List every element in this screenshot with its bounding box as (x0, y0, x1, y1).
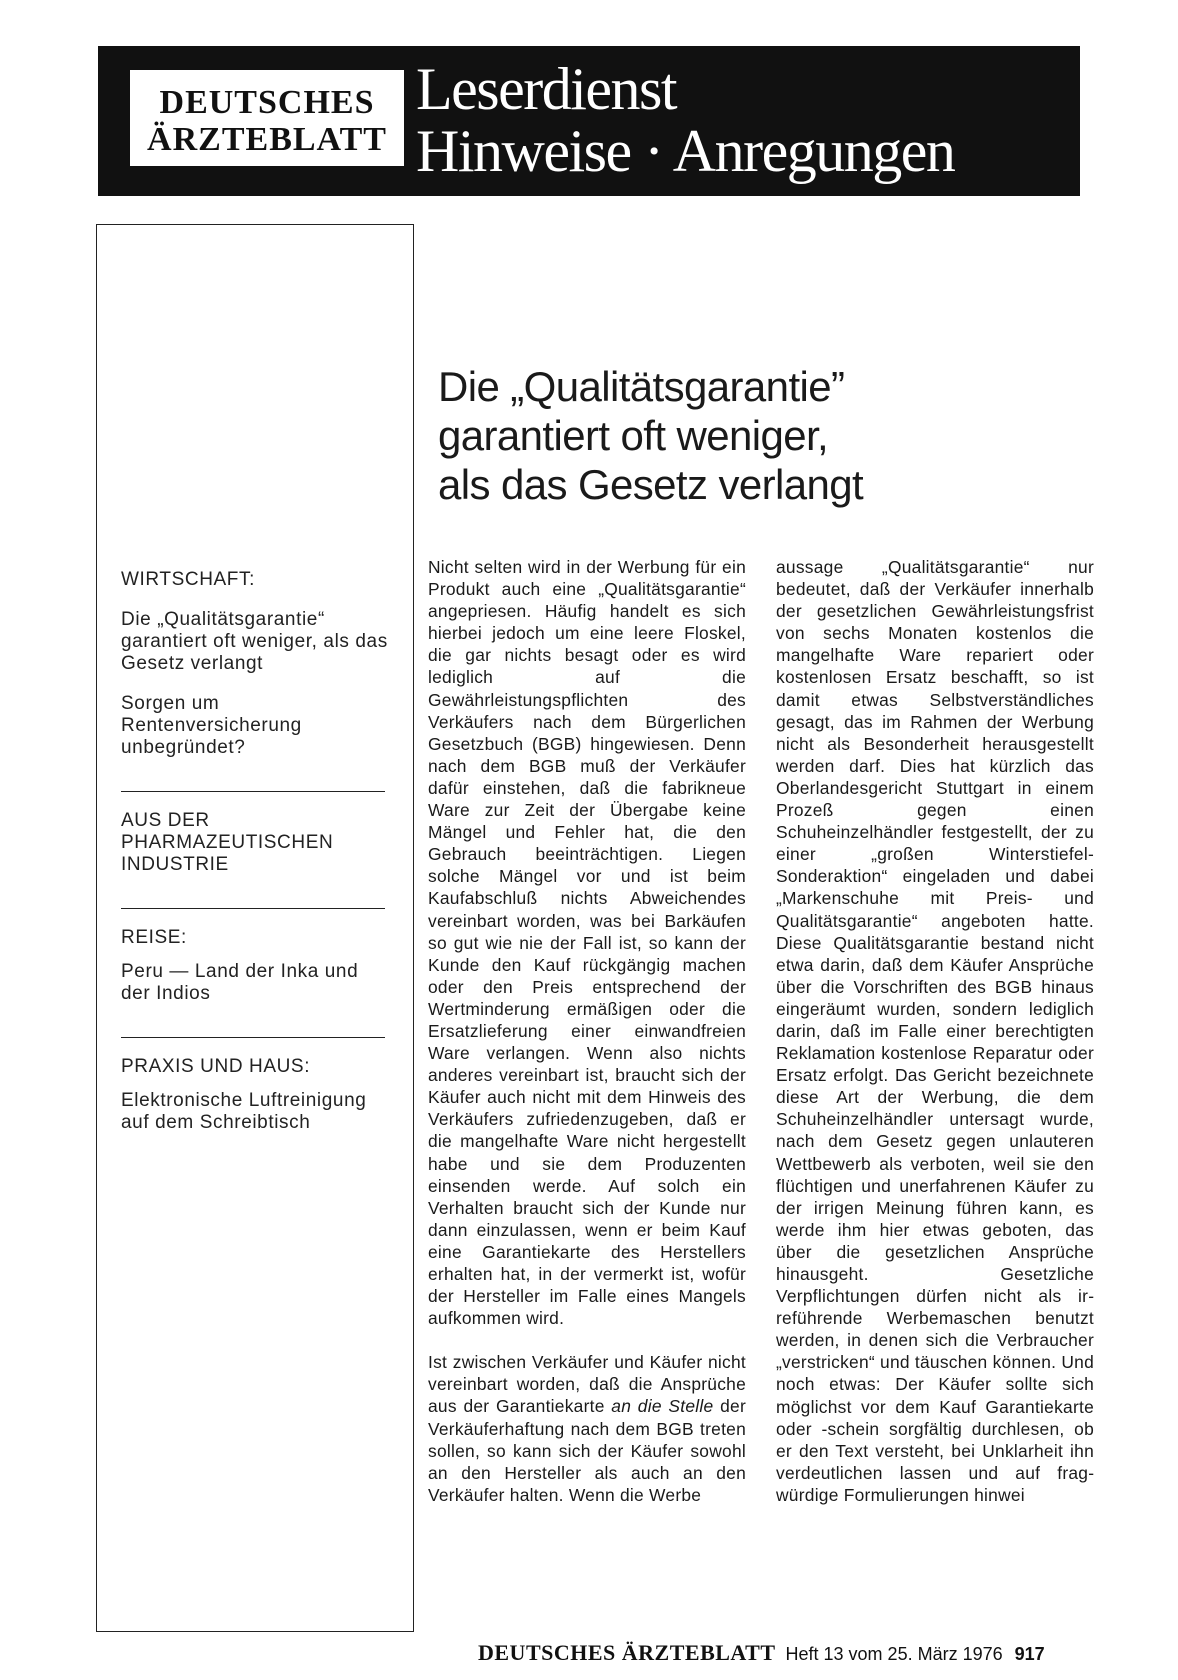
divider (121, 908, 385, 909)
toc-heading: AUS DER PHARMAZEUTISCHEN INDUSTRIE (121, 810, 334, 875)
contents-box (96, 224, 414, 1632)
article-column-left (428, 556, 746, 1506)
page-number: 917 (1014, 1644, 1045, 1664)
toc-heading: WIRTSCHAFT: (121, 569, 255, 590)
toc-section-praxis (121, 1056, 391, 1134)
article-headline (438, 362, 1058, 509)
paragraph-text: Ist zwischen Verkäufer und Käufer nicht vereinbart worden, daß die Ansprüche aus der Garantiekarte (428, 1352, 746, 1417)
publication-logo (130, 70, 404, 166)
footer-issue: Heft 13 vom 25. März 1976 (785, 1644, 1003, 1664)
logo-line-1: DEUTSCHES (159, 84, 375, 121)
toc-item: Elektronische Luftreinigung auf dem Schreibtisch (121, 1090, 367, 1133)
divider (121, 791, 385, 792)
toc-section-pharma (121, 810, 391, 876)
toc-item: Peru — Land der Inka und der Indios (121, 961, 359, 1004)
header-banner (98, 46, 1080, 196)
headline-line-3: als das Gesetz verlangt (438, 461, 864, 508)
section-title (416, 58, 954, 182)
headline-line-1: Die „Qualitätsgarantie” (438, 363, 845, 410)
table-of-contents (121, 569, 391, 1152)
toc-section-wirtschaft (121, 569, 391, 759)
article-column-right (776, 556, 1094, 1506)
toc-heading: PRAXIS UND HAUS: (121, 1056, 311, 1077)
divider (121, 1037, 385, 1038)
section-title-line-1: Leserdienst (416, 56, 677, 122)
toc-section-reise (121, 927, 391, 1005)
headline-line-2: garantiert oft weniger, (438, 412, 829, 459)
article-paragraph (428, 1351, 746, 1506)
article-paragraph: aussage „Qualitätsgarantie“ nur bedeutet, daß der Verkäufer innerhalb der gesetzlichen Gewährleistungsfrist von sechs Monaten kostenlos die mangelhafte Ware repariert oder kostenlosen Ersatz beschafft, so ist damit etwas Selbstverständliches gesagt, das im Rahmen der Werbung nicht als Besonderheit herausgestellt werden darf. Dies hat kürzlich das Oberlandesgericht Stuttgart in einem Prozeß gegen einen Schuheinzelhändler festgestellt, der zu einer „großen Winterstiefel-Sonderaktion“ eingeladen und dabei „Markenschuhe mit Preis- und Qualitätsgarantie“ angeboten hatte. Diese Qualitätsgarantie bestand nicht etwa darin, daß dem Käufer Ansprüche über die Vorschriften des BGB hinaus eingeräumt wurden, sondern lediglich darin, daß im Falle einer berechtigten Reklamation kostenlose Reparatur oder Ersatz erfolgt. Das Gericht bezeichnete diese Art der Werbung, die dem Schuheinzelhändler untersagt wurde, nach dem Gesetz gegen unlauteren Wettbewerb als verboten, weil sie den flüchtigen und unerfahrenen Käufer zu der irrigen Meinung führen kann, es werde ihm hier etwas geboten, das über die gesetzlichen Ansprüche hinausgeht. Gesetzliche Verpflichtungen dürfen nicht als irreführende Werbemaschen benutzt werden, in denen sich die Verbraucher „verstricken“ und täuschen können. Und noch etwas: Der Käufer sollte sich möglichst vor dem Kauf Garantiekarte oder -schein sorgfältig durchlesen, ob er den Text versteht, bei Unklarheit ihn verdeutlichen lassen und auf fragwürdige Formulierungen hinwei (776, 557, 1094, 1505)
article-paragraph: Nicht selten wird in der Werbung für ein Produkt auch eine „Qualitätsgarantie“ angepriesen. Häufig handelt es sich hierbei jedoch um eine leere Floskel, die gar nichts besagt oder es wird lediglich auf die Gewährleistungspflichten des Verkäufers nach dem Bürgerlichen Gesetzbuch (BGB) hingewiesen. Denn nach dem BGB muß der Verkäufer dafür einstehen, daß die fabrikneue Ware zur Zeit der Übergabe keine Mängel und Fehler hat, die den Gebrauch beeinträchtigen. Liegen solche Mängel vor und ist beim Kaufabschluß nichts Abweichendes vereinbart worden, was bei Barkäufen so gut wie nie der Fall ist, so kann der Kunde den Kauf rückgängig machen oder den Preis entsprechend der Wertminderung ermäßigen oder die Ersatzlieferung einer einwandfreien Ware verlangen. Wenn also nichts anderes vereinbart ist, braucht sich der Käufer auch nicht mit dem Hinweis des Verkäufers zufriedenzugeben, daß er die mangelhafte Ware nicht hergestellt habe und sie dem Produzenten einsenden werde. Auf solch ein Verhalten braucht sich der Kunde nur dann einzulassen, wenn er beim Kauf eine Garantiekarte des Herstellers erhalten hat, in der vermerkt ist, wofür der Hersteller im Falle eines Mangels aufkommen wird. (428, 557, 746, 1329)
page-footer (478, 1640, 1045, 1666)
emphasized-text: an die Stelle (611, 1396, 714, 1417)
section-title-line-2: Hinweise · Anregungen (416, 118, 955, 184)
footer-publication: DEUTSCHES ÄRZTEBLATT (478, 1640, 776, 1665)
toc-item: Die „Qualitätsgarantie“ garantiert oft weniger, als das Gesetz verlangt (121, 609, 388, 674)
toc-heading: REISE: (121, 927, 187, 948)
logo-line-2: ÄRZTEBLATT (147, 121, 387, 158)
toc-item: Sorgen um Rentenversicherung unbegründet? (121, 693, 302, 758)
paragraph-text: der Verkäuferhaftung nach dem BGB treten sollen, so kann sich der Käufer sowohl an den Hersteller als auch an den Verkäufer halten. Wenn die Werbe (428, 1396, 746, 1505)
